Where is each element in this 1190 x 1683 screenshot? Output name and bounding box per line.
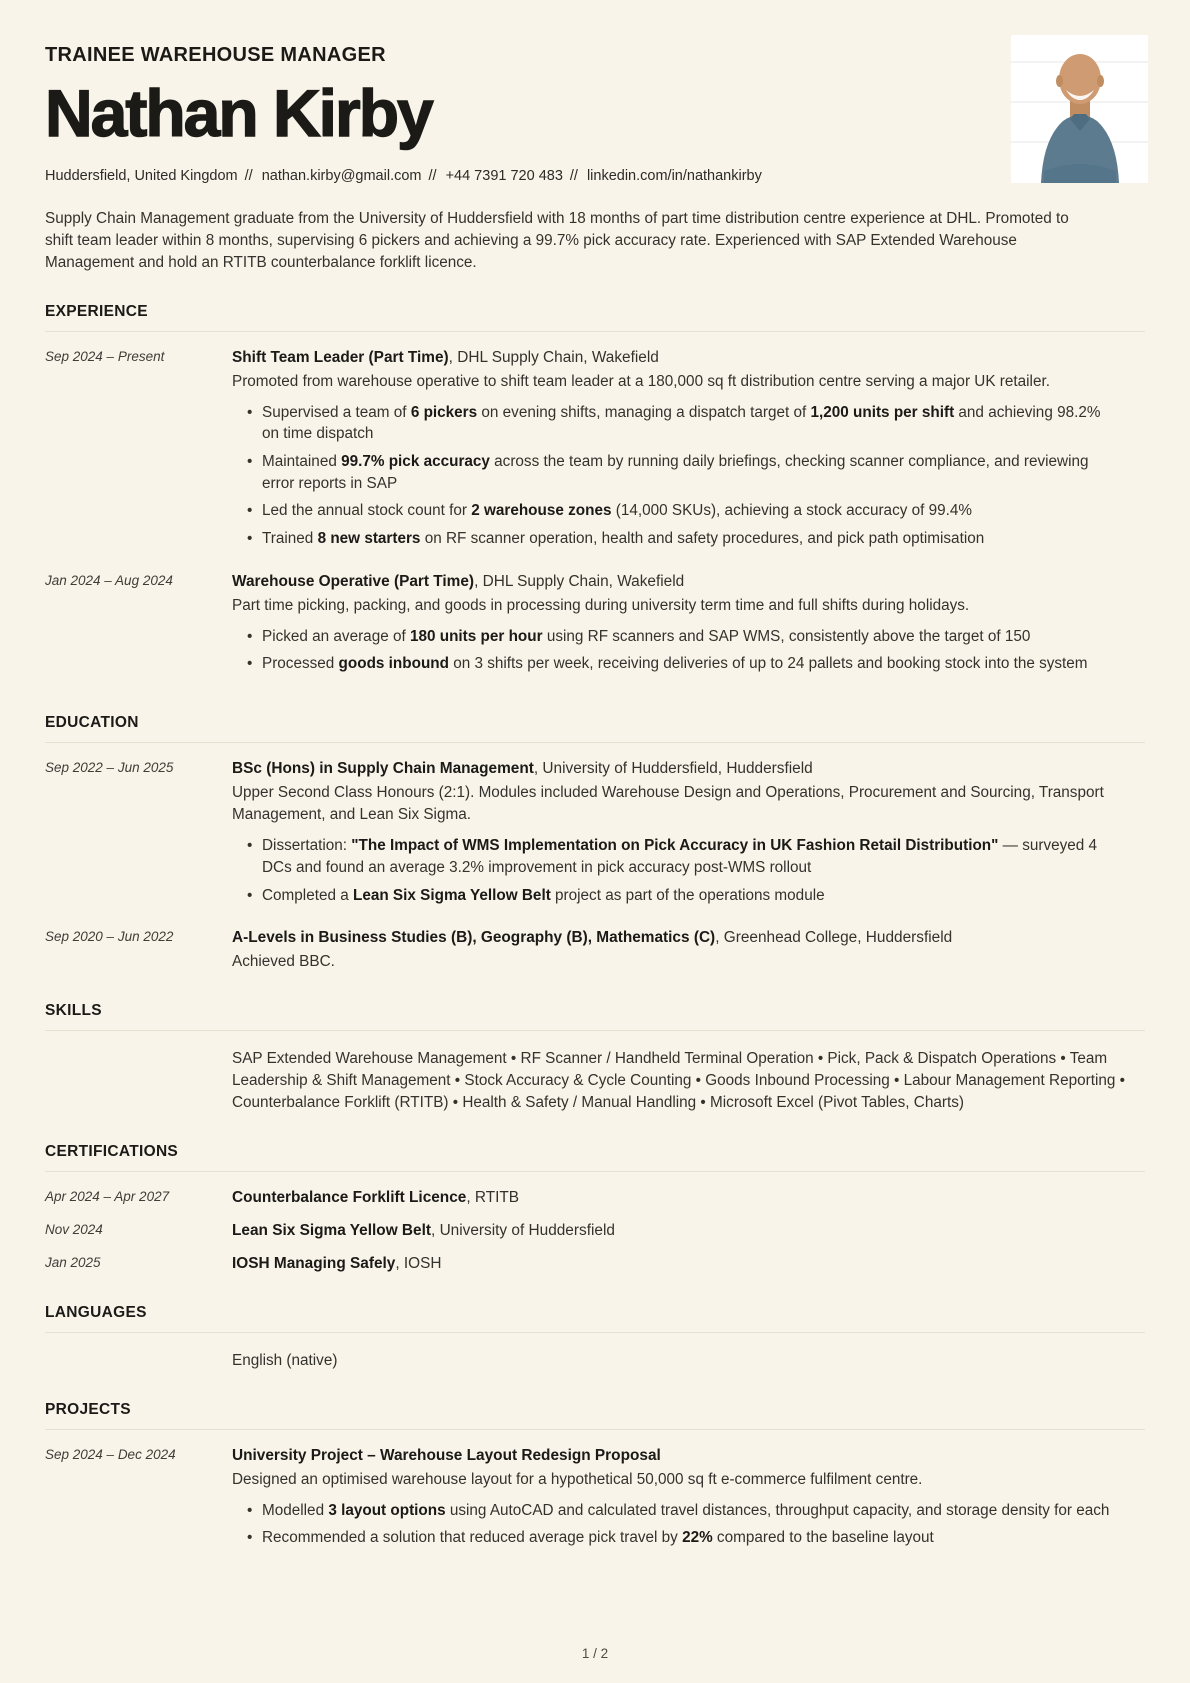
entry-body <box>232 1445 1127 1559</box>
entry-title-rest: , RTITB <box>466 1189 520 1207</box>
bullet-item: • Led the annual stock count for 2 warehouse zones (14,000 SKUs), achieving a stock accuracy of 99.4% <box>262 500 1112 522</box>
section-title: CERTIFICATIONS <box>45 1143 1145 1172</box>
section-title: LANGUAGES <box>45 1304 1145 1333</box>
contact-separator: // <box>428 167 437 184</box>
entry <box>45 1445 1145 1559</box>
entry-title <box>232 1253 1127 1275</box>
entry-title <box>232 571 1127 593</box>
entry-title-rest: , University of Huddersfield, Huddersfield <box>533 760 813 778</box>
entry-body <box>232 571 1127 685</box>
section-title: EXPERIENCE <box>45 303 1145 332</box>
bullet-list <box>232 835 1127 906</box>
entry-body <box>232 1348 1127 1372</box>
contact-item: linkedin.com/in/nathankirby <box>586 167 762 184</box>
bullet-item: • Dissertation: "The Impact of WMS Implementation on Pick Accuracy in UK Fashion Retail Distribution" — surveyed 4 DCs and found an average 3.2% improvement in pick accuracy post-WMS rollout <box>262 835 1112 878</box>
contact-separator: // <box>244 167 253 184</box>
entry-title-bold: BSc (Hons) in Supply Chain Management <box>232 760 534 778</box>
bullet-list <box>232 402 1127 550</box>
entry-title-bold: University Project – Warehouse Layout Redesign Proposal <box>232 1446 661 1464</box>
entry <box>45 1253 1145 1275</box>
entry-title <box>232 927 1127 949</box>
entry-title-rest: , DHL Supply Chain, Wakefield <box>448 348 659 366</box>
section-education <box>45 714 1145 973</box>
section-title: PROJECTS <box>45 1401 1145 1430</box>
entry-body <box>232 1253 1127 1275</box>
entry-date: Sep 2020 – Jun 2022 <box>45 929 174 945</box>
role-title: TRAINEE WAREHOUSE MANAGER <box>45 44 386 66</box>
entry-title <box>232 1445 1127 1467</box>
bullet-item: • Completed a Lean Six Sigma Yellow Belt project as part of the operations module <box>262 885 1112 907</box>
entry-title <box>232 1220 1127 1242</box>
entry-description: Promoted from warehouse operative to shift team leader at a 180,000 sq ft distribution centre serving a major UK retailer. <box>232 372 1050 390</box>
entry-date: Sep 2022 – Jun 2025 <box>45 760 174 776</box>
resume-sections <box>45 303 1145 1560</box>
entry-body <box>232 758 1127 916</box>
entry-title-rest: , Greenhead College, Huddersfield <box>715 929 953 947</box>
bullet-item: • Processed goods inbound on 3 shifts per week, receiving deliveries of up to 24 pallets and booking stock into the system <box>262 653 1112 675</box>
entry-body <box>232 927 1127 973</box>
profile-photo <box>1011 35 1148 183</box>
contact-item: +44 7391 720 483 <box>445 167 563 184</box>
entry-description: SAP Extended Warehouse Management • RF Scanner / Handheld Terminal Operation • Pick, Pack & Dispatch Operations • Team Leadership & Shift Management • Stock Accuracy & Cycle Counting • Goods Inbound Processing • Labour Management Reporting • Counterbalance Forklift (RTITB) • Health & Safety / Manual Handling • Microsoft Excel (Pivot Tables, Charts) <box>232 1050 1125 1112</box>
section-title: EDUCATION <box>45 714 1145 743</box>
entry-date: Jan 2025 <box>45 1254 101 1270</box>
section-skills <box>45 1002 1145 1114</box>
headshot-illustration <box>1011 35 1148 183</box>
entry-title-bold: Shift Team Leader (Part Time) <box>232 348 449 366</box>
entry-body <box>232 1220 1127 1242</box>
entry-title-rest: , IOSH <box>395 1254 442 1272</box>
entry <box>45 1187 1145 1209</box>
bullet-item: • Recommended a solution that reduced average pick travel by 22% compared to the baseline layout <box>262 1527 1112 1549</box>
contact-item: Huddersfield, United Kingdom <box>45 167 238 184</box>
bullet-item: • Maintained 99.7% pick accuracy across the team by running daily briefings, checking scanner compliance, and reviewing error reports in SAP <box>262 451 1112 494</box>
summary-paragraph: Supply Chain Management graduate from the University of Huddersfield with 18 months of part time distribution centre experience at DHL. Promoted to shift team leader within 8 months, supervising 6 pickers and achieving a 99.7% pick accuracy rate. Experienced with SAP Extended Warehouse Management and hold an RTITB counterbalance forklift licence. <box>45 209 1069 271</box>
bullet-item: • Supervised a team of 6 pickers on evening shifts, managing a dispatch target of 1,200 units per shift and achieving 98.2% on time dispatch <box>262 402 1112 445</box>
entry-date <box>45 1046 232 1114</box>
entry-body <box>232 1046 1127 1114</box>
entry-date <box>45 1348 232 1372</box>
section-projects <box>45 1401 1145 1559</box>
entry-title-bold: Counterbalance Forklift Licence <box>232 1189 467 1207</box>
entry-title <box>232 758 1127 780</box>
bullet-list <box>232 626 1127 675</box>
entry-title-bold: Lean Six Sigma Yellow Belt <box>232 1222 432 1240</box>
entry-title-rest: , DHL Supply Chain, Wakefield <box>474 572 685 590</box>
entry-body <box>232 1187 1127 1209</box>
entry-description: Achieved BBC. <box>232 953 335 971</box>
contact-item: nathan.kirby@gmail.com <box>261 167 422 184</box>
entry-title <box>232 347 1127 369</box>
entry-date: Apr 2024 – Apr 2027 <box>45 1189 170 1205</box>
page-title: Nathan Kirby <box>45 76 432 150</box>
bullet-list <box>232 1500 1127 1549</box>
section-experience <box>45 303 1145 686</box>
entry-description: Part time picking, packing, and goods in processing during university term time and full shifts during holidays. <box>232 596 970 614</box>
section-languages <box>45 1304 1145 1372</box>
bullet-item: • Modelled 3 layout options using AutoCAD and calculated travel distances, throughput capacity, and storage density for each <box>262 1500 1112 1522</box>
entry-title-bold: A-Levels in Business Studies (B), Geography (B), Mathematics (C) <box>232 929 716 947</box>
entry-title <box>232 1187 1127 1209</box>
entry-body <box>232 347 1127 560</box>
bullet-item: • Trained 8 new starters on RF scanner operation, health and safety procedures, and pick path optimisation <box>262 528 1112 550</box>
entry <box>45 571 1145 685</box>
entry-date: Sep 2024 – Present <box>45 348 165 364</box>
entry-description: Designed an optimised warehouse layout for a hypothetical 50,000 sq ft e-commerce fulfilment centre. <box>232 1470 923 1488</box>
resume-header <box>45 44 1145 274</box>
entry <box>45 927 1145 973</box>
entry <box>45 1220 1145 1242</box>
entry-title-bold: IOSH Managing Safely <box>232 1254 396 1272</box>
entry-date: Sep 2024 – Dec 2024 <box>45 1446 176 1462</box>
entry <box>45 1046 1145 1114</box>
entry-title-rest: , University of Huddersfield <box>431 1222 615 1240</box>
entry-date: Jan 2024 – Aug 2024 <box>45 572 173 588</box>
entry-title-bold: Warehouse Operative (Part Time) <box>232 572 475 590</box>
section-title: SKILLS <box>45 1002 1145 1031</box>
entry-description: Upper Second Class Honours (2:1). Modules included Warehouse Design and Operations, Procurement and Sourcing, Transport Management, and Lean Six Sigma. <box>232 784 1104 824</box>
section-certifications <box>45 1143 1145 1275</box>
contact-line <box>45 168 1145 184</box>
page-number: 1 / 2 <box>581 1646 609 1661</box>
contact-separator: // <box>569 167 578 184</box>
entry-date: Nov 2024 <box>45 1222 103 1238</box>
entry <box>45 347 1145 560</box>
entry-description: English (native) <box>232 1351 338 1369</box>
bullet-item: • Picked an average of 180 units per hour using RF scanners and SAP WMS, consistently above the target of 150 <box>262 626 1112 648</box>
entry <box>45 1348 1145 1372</box>
page-footer <box>0 1646 1190 1661</box>
entry <box>45 758 1145 916</box>
